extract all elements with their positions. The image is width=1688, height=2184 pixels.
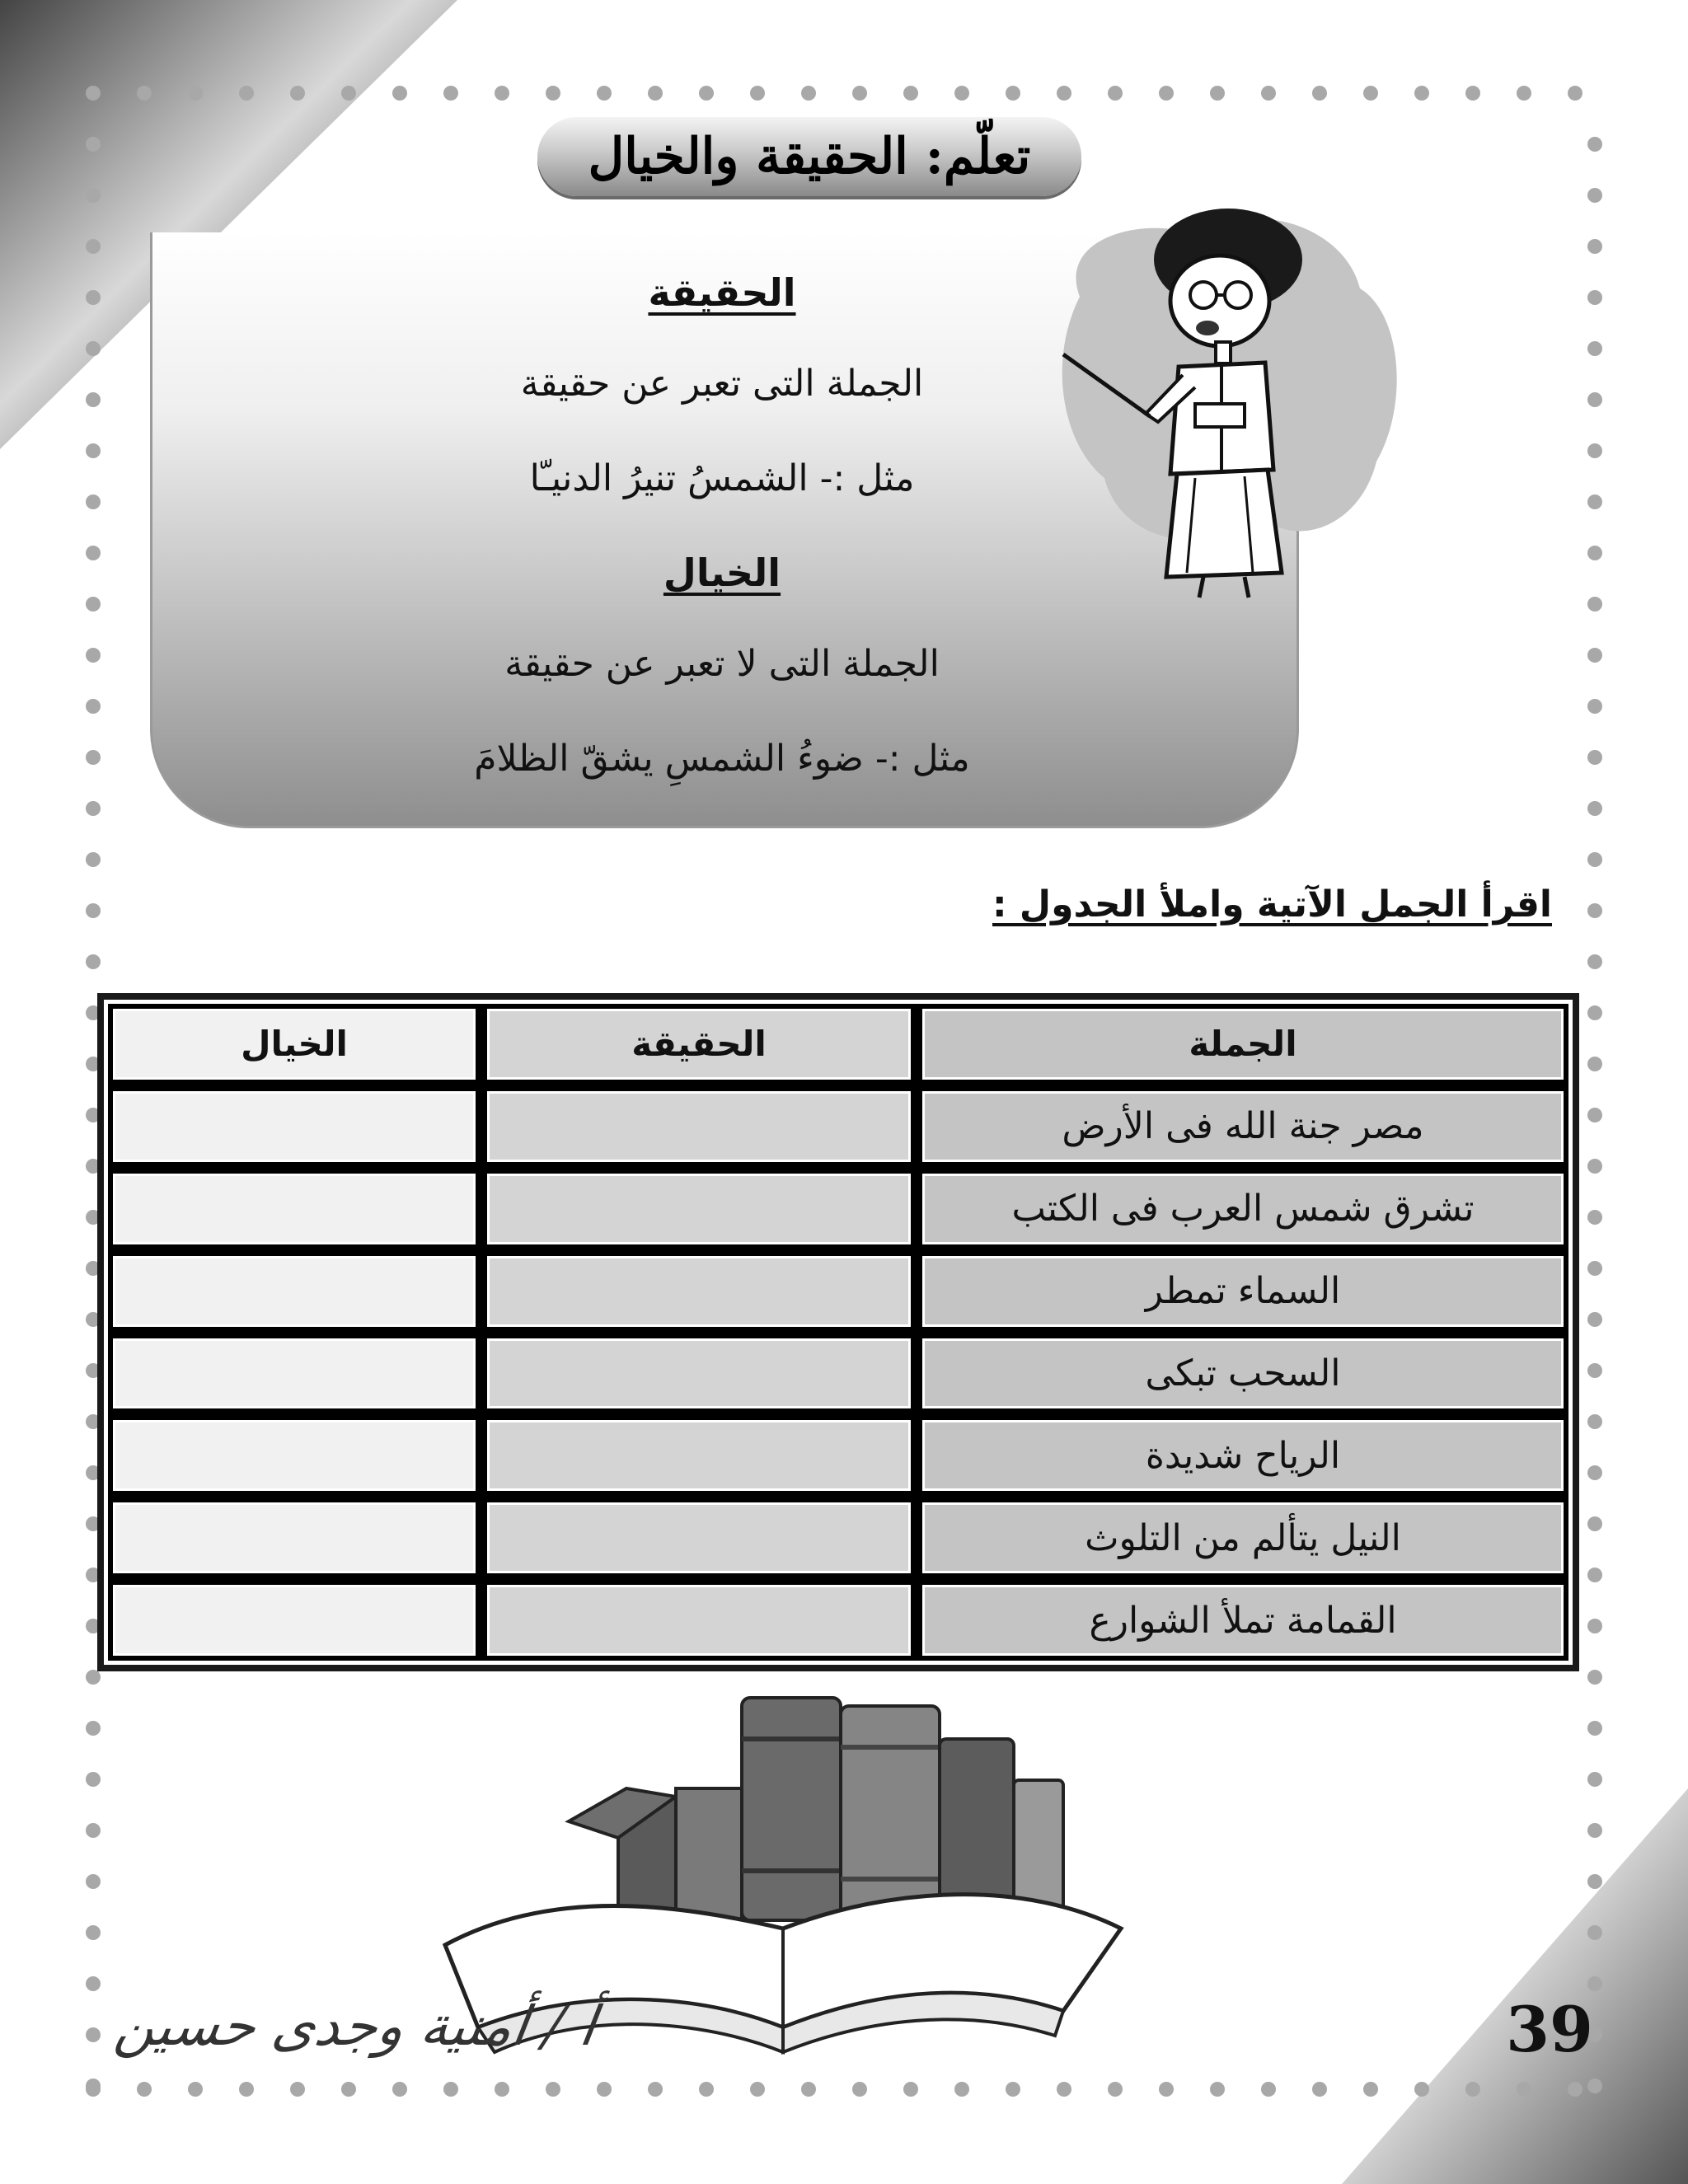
sentence-cell: الرياح شديدة <box>922 1420 1564 1491</box>
border-dot <box>290 86 305 101</box>
border-dot <box>1587 290 1602 305</box>
fantasy-answer-cell[interactable] <box>113 1502 476 1573</box>
border-dot <box>1587 1976 1602 1991</box>
border-dot <box>1363 2082 1378 2097</box>
border-dot <box>86 137 101 152</box>
border-dot <box>1363 86 1378 101</box>
border-dot <box>1261 86 1276 101</box>
fact-answer-cell[interactable] <box>487 1091 911 1162</box>
fact-answer-cell[interactable] <box>487 1420 911 1491</box>
fantasy-answer-cell[interactable] <box>113 1091 476 1162</box>
border-dot <box>86 290 101 305</box>
border-dot <box>1587 137 1602 152</box>
border-dot <box>1210 2082 1225 2097</box>
border-dot <box>1261 2082 1276 2097</box>
border-dot <box>1587 648 1602 663</box>
border-dot <box>188 86 203 101</box>
border-dot <box>86 852 101 867</box>
fact-definition: الجملة التى تعبر عن حقيقة <box>520 363 924 405</box>
border-dot <box>1587 1210 1602 1225</box>
border-dot <box>86 750 101 765</box>
border-dot <box>1517 2082 1531 2097</box>
border-dot <box>1587 443 1602 458</box>
border-dot <box>1587 1874 1602 1889</box>
border-dot <box>86 2079 101 2093</box>
border-dot <box>546 86 560 101</box>
border-dot <box>495 86 509 101</box>
border-dot <box>1587 1159 1602 1174</box>
border-dot <box>903 2082 918 2097</box>
border-dot <box>86 86 101 101</box>
sentence-cell: السحب تبكى <box>922 1338 1564 1409</box>
border-dot <box>1006 2082 1020 2097</box>
border-dot <box>86 1976 101 1991</box>
border-dot <box>1312 2082 1327 2097</box>
border-dot <box>86 2027 101 2042</box>
border-dot <box>86 1670 101 1685</box>
fantasy-example: مثل :- ضوءُ الشمسِ يشقّ الظلامَ <box>474 738 970 780</box>
border-dot <box>86 392 101 407</box>
border-dot <box>86 494 101 509</box>
sentence-cell: النيل يتألم من التلوث <box>922 1502 1564 1573</box>
border-dot <box>1587 699 1602 714</box>
border-dot <box>1587 1414 1602 1429</box>
author-signature: أ / أمنية وجدى حسين <box>110 1994 600 2058</box>
border-dot <box>801 86 816 101</box>
border-dot <box>1587 1108 1602 1122</box>
border-dot <box>1312 86 1327 101</box>
border-dot <box>86 239 101 254</box>
border-dot <box>1587 1465 1602 1480</box>
header-sentence: الجملة <box>922 1009 1564 1080</box>
fact-answer-cell[interactable] <box>487 1256 911 1327</box>
border-dot <box>86 1874 101 1889</box>
fact-answer-cell[interactable] <box>487 1338 911 1409</box>
border-dot <box>1057 2082 1071 2097</box>
border-dot <box>1587 239 1602 254</box>
border-dot <box>1587 1823 1602 1838</box>
border-dot <box>1587 188 1602 203</box>
border-dot <box>86 648 101 663</box>
border-dot <box>443 86 458 101</box>
border-dot <box>86 1823 101 1838</box>
page-title: تعلّم: الحقيقة والخيال <box>588 128 1031 185</box>
border-dot <box>1587 1516 1602 1531</box>
sentence-cell: تشرق شمس العرب فى الكتب <box>922 1174 1564 1244</box>
border-dot <box>597 86 612 101</box>
border-dot <box>597 2082 612 2097</box>
border-dot <box>1587 1057 1602 1071</box>
table-grid <box>108 1004 1568 1661</box>
border-dot <box>699 2082 714 2097</box>
border-dot <box>750 2082 765 2097</box>
sentence-cell: القمامة تملأ الشوارع <box>922 1585 1564 1656</box>
title-banner <box>537 117 1081 196</box>
border-dot <box>1587 1312 1602 1327</box>
border-dot <box>1108 86 1123 101</box>
fantasy-answer-cell[interactable] <box>113 1420 476 1491</box>
border-dot <box>1587 546 1602 560</box>
exercise-instruction: اقرأ الجمل الآتية واملأ الجدول : <box>992 883 1552 926</box>
border-dot <box>1587 1925 1602 1940</box>
border-dot <box>1057 86 1071 101</box>
border-dot <box>239 86 254 101</box>
border-dot <box>1587 1363 1602 1378</box>
border-dot <box>1587 494 1602 509</box>
header-fantasy: الخيال <box>113 1009 476 1080</box>
border-dot <box>86 341 101 356</box>
border-dot <box>392 86 407 101</box>
border-dot <box>1587 903 1602 918</box>
border-dot <box>86 954 101 969</box>
border-dot <box>86 1925 101 1940</box>
border-dot <box>1414 2082 1429 2097</box>
border-dot <box>1587 1005 1602 1020</box>
border-dot <box>954 86 969 101</box>
border-dot <box>1587 750 1602 765</box>
border-dot <box>1587 597 1602 612</box>
border-dot <box>1587 1568 1602 1582</box>
border-dot <box>1587 1721 1602 1736</box>
fact-example: مثل :- الشمسُ تنيرُ الدنيـّا <box>529 457 915 499</box>
fantasy-heading: الخيال <box>663 551 781 595</box>
fact-answer-cell[interactable] <box>487 1585 911 1656</box>
border-dot <box>648 86 663 101</box>
border-dot <box>86 903 101 918</box>
border-dot <box>1517 86 1531 101</box>
border-dot <box>1210 86 1225 101</box>
border-dot <box>1108 2082 1123 2097</box>
border-dot <box>86 188 101 203</box>
fantasy-answer-cell[interactable] <box>113 1338 476 1409</box>
border-dot <box>903 86 918 101</box>
teacher-illustration <box>1047 198 1409 602</box>
sentence-cell: مصر جنة الله فى الأرض <box>922 1091 1564 1162</box>
border-dot <box>750 86 765 101</box>
border-dot <box>1587 2079 1602 2093</box>
border-dot <box>86 1772 101 1787</box>
border-dot <box>1465 2082 1480 2097</box>
fantasy-answer-cell[interactable] <box>113 1174 476 1244</box>
border-dot <box>1587 392 1602 407</box>
border-dot <box>1568 2082 1582 2097</box>
border-dot <box>1465 86 1480 101</box>
border-dot <box>341 86 356 101</box>
border-dot <box>86 546 101 560</box>
border-dot <box>1159 2082 1174 2097</box>
border-dot <box>86 801 101 816</box>
fantasy-definition: الجملة التى لا تعبر عن حقيقة <box>504 643 940 685</box>
border-dot <box>86 443 101 458</box>
border-dot <box>1587 1261 1602 1276</box>
fact-heading: الحقيقة <box>648 270 796 315</box>
border-dot <box>852 86 867 101</box>
border-dot <box>954 2082 969 2097</box>
fact-answer-cell[interactable] <box>487 1502 911 1573</box>
border-dot <box>86 1721 101 1736</box>
fact-answer-cell[interactable] <box>487 1174 911 1244</box>
border-dot <box>86 699 101 714</box>
border-dot <box>699 86 714 101</box>
fantasy-answer-cell[interactable] <box>113 1256 476 1327</box>
border-dot <box>1587 954 1602 969</box>
border-dot <box>1587 801 1602 816</box>
sentence-cell: السماء تمطر <box>922 1256 1564 1327</box>
border-dot <box>1587 1619 1602 1633</box>
border-dot <box>1414 86 1429 101</box>
border-dot <box>86 597 101 612</box>
fact-fantasy-table <box>97 993 1579 1671</box>
table-inner-frame <box>104 1000 1573 1665</box>
border-dot <box>137 86 152 101</box>
page-number: 39 <box>1506 1993 1593 2066</box>
border-dot <box>1587 1670 1602 1685</box>
border-dot <box>801 2082 816 2097</box>
header-fact: الحقيقة <box>487 1009 911 1080</box>
fantasy-answer-cell[interactable] <box>113 1585 476 1656</box>
border-dot <box>1587 341 1602 356</box>
border-dot <box>1159 86 1174 101</box>
border-dot <box>648 2082 663 2097</box>
border-dot <box>1587 1772 1602 1787</box>
border-dot <box>1568 86 1582 101</box>
border-dot <box>1006 86 1020 101</box>
border-dot <box>852 2082 867 2097</box>
border-dot <box>1587 852 1602 867</box>
